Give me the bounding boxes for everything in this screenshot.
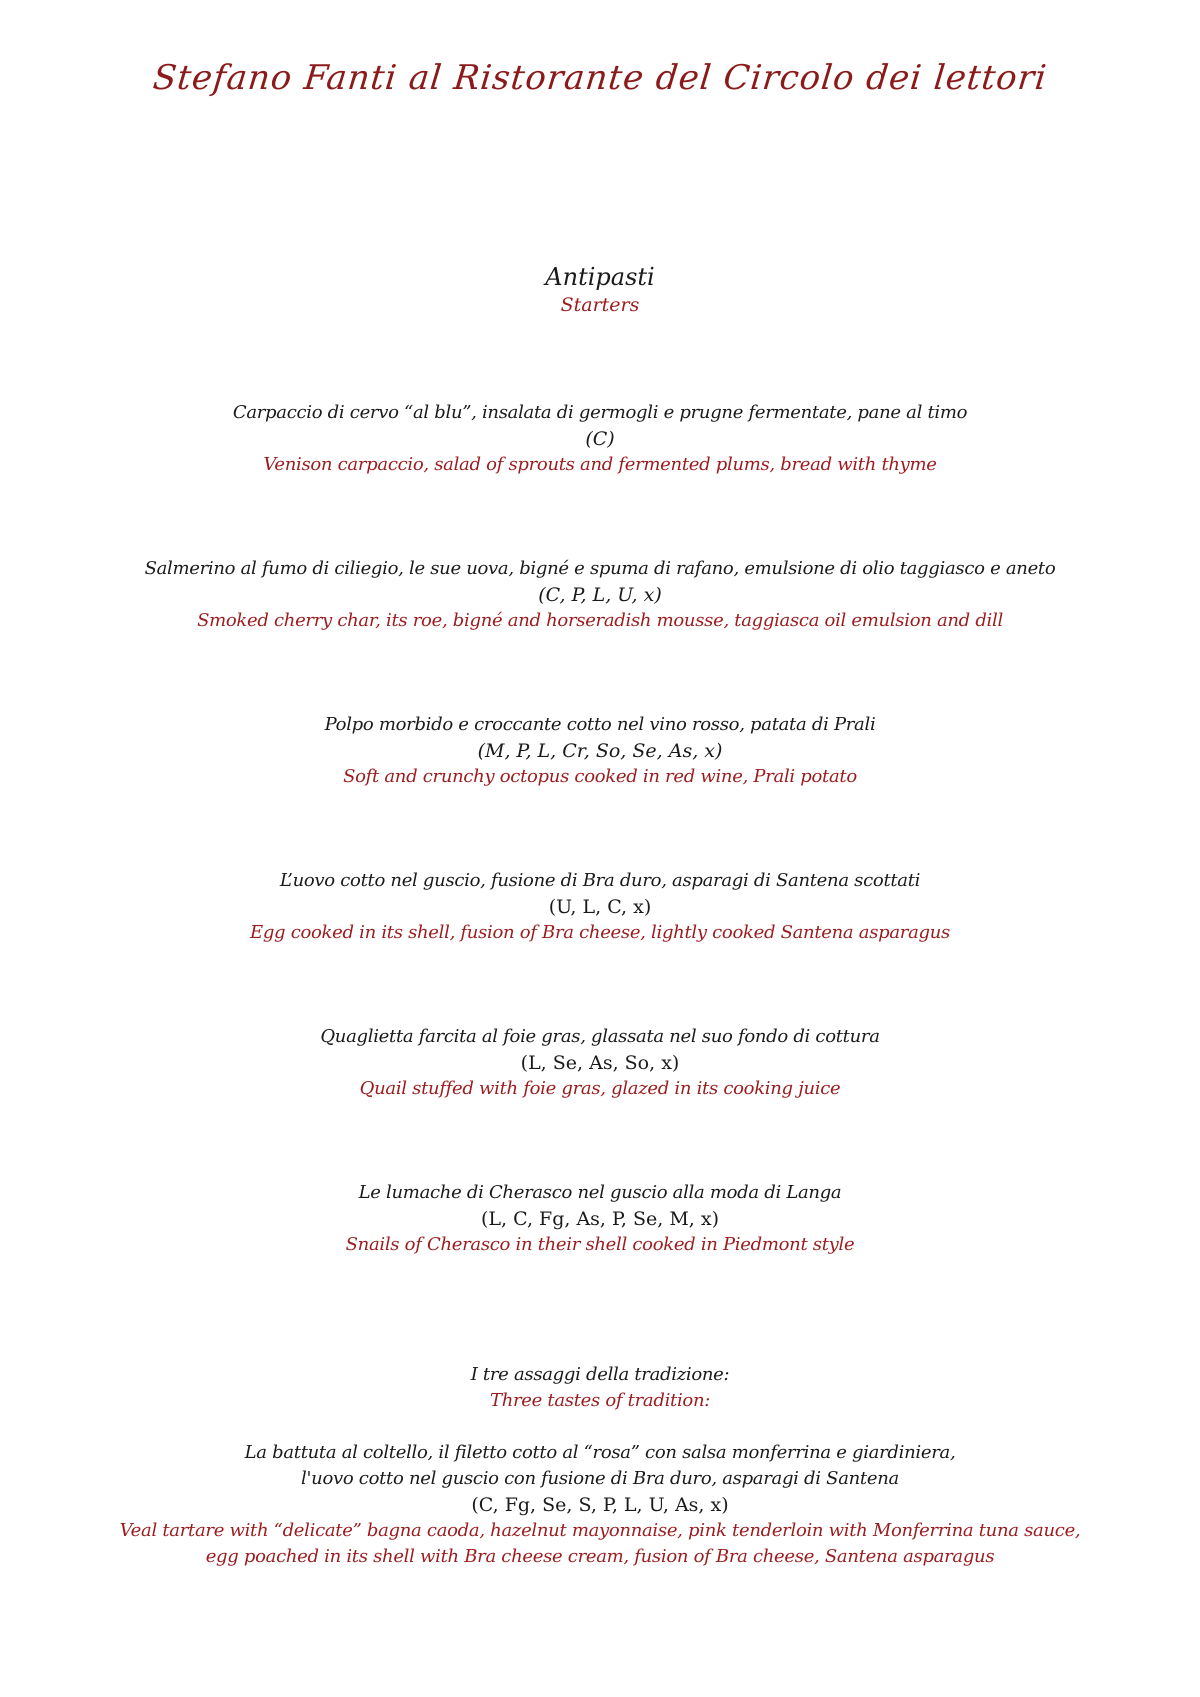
dish-name-english: Smoked cherry char, its roe, bigné and horseradish mousse, taggiasca oil emulsion and dill xyxy=(197,610,1003,631)
tradition-dish xyxy=(0,1440,1200,1570)
dish-name-english: Egg cooked in its shell, fusion of Bra cheese, lightly cooked Santena asparagus xyxy=(249,922,950,943)
section-heading xyxy=(0,262,1200,318)
section-title-english: Starters xyxy=(560,294,640,316)
dish-name-italian: Carpaccio di cervo “al blu”, insalata di germogli e prugne fermentate, pane al timo xyxy=(232,402,968,423)
dish-item xyxy=(0,712,1200,790)
tradition-english-line-1: Veal tartare with “delicate” bagna caoda, hazelnut mayonnaise, pink tenderloin with Monferrina tuna sauce, xyxy=(119,1520,1081,1541)
dish-allergens: (C, P, L, U, x) xyxy=(538,584,662,606)
dish-name-italian: Polpo morbido e croccante cotto nel vino rosso, patata di Prali xyxy=(324,714,876,735)
tradition-english-line-2: egg poached in its shell with Bra cheese cream, fusion of Bra cheese, Santena asparagus xyxy=(205,1546,995,1567)
dish-item xyxy=(0,556,1200,634)
dish-item xyxy=(0,400,1200,478)
dish-name-english: Soft and crunchy octopus cooked in red wine, Prali potato xyxy=(343,766,857,787)
tradition-heading-italian: I tre assaggi della tradizione: xyxy=(470,1364,730,1385)
dish-name-italian: L’uovo cotto nel guscio, fusione di Bra duro, asparagi di Santena scottati xyxy=(279,870,921,891)
tradition-heading xyxy=(0,1362,1200,1414)
dish-name-english: Quail stuffed with foie gras, glazed in its cooking juice xyxy=(359,1078,841,1099)
tradition-italian-line-2: l'uovo cotto nel guscio con fusione di Bra duro, asparagi di Santena xyxy=(301,1468,899,1489)
dish-item xyxy=(0,1024,1200,1102)
section-title-italian: Antipasti xyxy=(545,263,655,291)
dish-name-italian: Le lumache di Cherasco nel guscio alla moda di Langa xyxy=(358,1182,842,1203)
tradition-allergens: (C, Fg, Se, S, P, L, U, As, x) xyxy=(471,1494,729,1516)
tradition-italian-line-1: La battuta al coltello, il filetto cotto al “rosa” con salsa monferrina e giardiniera, xyxy=(244,1442,956,1463)
dish-name-english: Snails of Cherasco in their shell cooked in Piedmont style xyxy=(345,1234,855,1255)
dish-item xyxy=(0,868,1200,946)
dish-name-italian: Quaglietta farcita al foie gras, glassata nel suo fondo di cottura xyxy=(320,1026,880,1047)
dish-allergens: (L, Se, As, So, x) xyxy=(520,1052,680,1074)
dish-allergens: (U, L, C, x) xyxy=(548,896,652,918)
dish-name-italian: Salmerino al fumo di ciliegio, le sue uova, bigné e spuma di rafano, emulsione di olio taggiasco e aneto xyxy=(144,558,1056,579)
dish-allergens: (M, P, L, Cr, So, Se, As, x) xyxy=(477,740,723,762)
dish-allergens: (L, C, Fg, As, P, Se, M, x) xyxy=(480,1208,720,1230)
dish-allergens: (C) xyxy=(585,428,615,450)
tradition-heading-english: Three tastes of tradition: xyxy=(489,1390,711,1411)
dish-name-english: Venison carpaccio, salad of sprouts and fermented plums, bread with thyme xyxy=(263,454,937,475)
dish-item xyxy=(0,1180,1200,1258)
restaurant-title: Stefano Fanti al Ristorante del Circolo dei lettori xyxy=(151,58,1049,98)
